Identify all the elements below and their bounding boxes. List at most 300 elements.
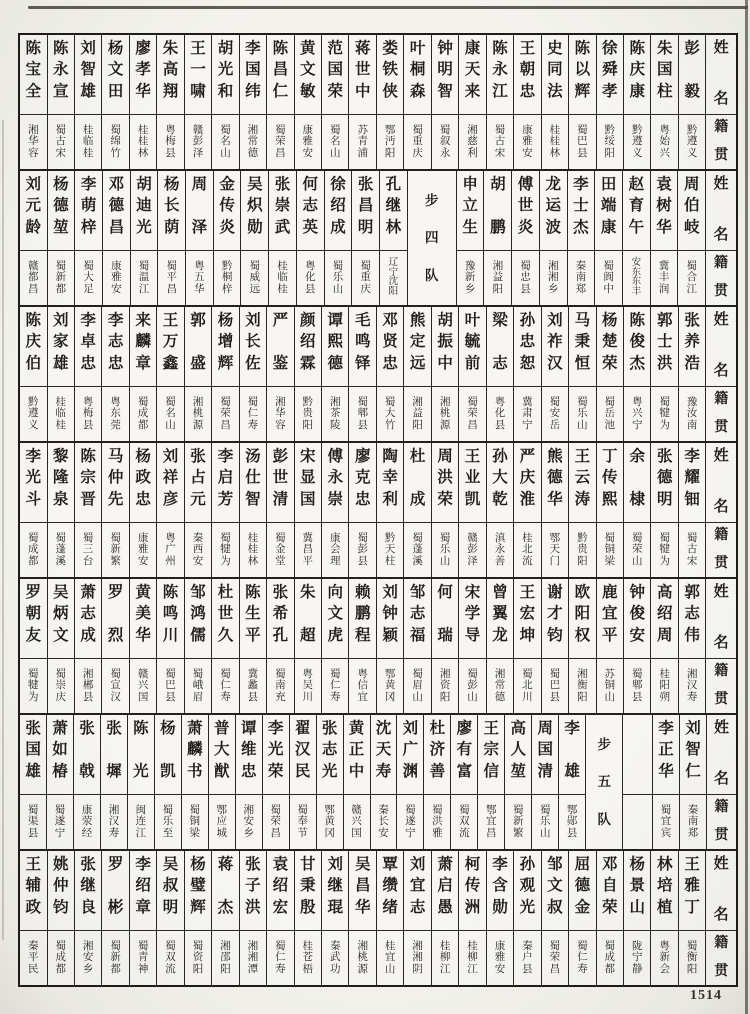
entry-cell bbox=[266, 851, 293, 985]
entry-name-section bbox=[624, 443, 650, 522]
entry-name: 胡 光 和 bbox=[217, 40, 234, 100]
entry-name-section bbox=[103, 171, 130, 250]
entry-place-section bbox=[487, 930, 513, 985]
entry-cell bbox=[20, 715, 46, 849]
entry-place: 蜀 衡 阳 bbox=[686, 941, 698, 975]
entry-cell bbox=[102, 171, 130, 305]
entry-name: 袁 树 华 bbox=[656, 176, 672, 236]
entry-name-section bbox=[514, 35, 540, 114]
entry-cell bbox=[456, 171, 484, 305]
entry-name: 刘 宜 志 bbox=[409, 856, 426, 916]
entry-name-section bbox=[317, 715, 343, 794]
entry-name-section bbox=[514, 443, 540, 522]
entry-place-section bbox=[295, 114, 321, 169]
entry-place-section bbox=[212, 114, 238, 169]
entry-place: 蜀 北 川 bbox=[522, 669, 533, 703]
entry-place-section bbox=[487, 114, 513, 169]
entry-place: 湘 邵 阳 bbox=[220, 941, 231, 975]
entry-place: 蜀 蓬 溪 bbox=[55, 533, 66, 567]
entry-name-section bbox=[295, 443, 321, 522]
entry-name: 吴 昌 华 bbox=[354, 856, 371, 916]
entry-name-section bbox=[240, 35, 266, 114]
entry-cell bbox=[511, 171, 539, 305]
entry-name: 熊 定 远 bbox=[409, 312, 426, 372]
entry-cell bbox=[596, 443, 623, 577]
entry-place: 湘 安 乡 bbox=[82, 941, 94, 975]
entry-place: 粤 兴 宁 bbox=[631, 397, 643, 431]
entry-name-section bbox=[130, 443, 156, 522]
entry-name-section bbox=[377, 35, 403, 114]
entry-place-section bbox=[130, 658, 156, 713]
entry-cell bbox=[294, 579, 321, 713]
entry-name-section bbox=[186, 171, 213, 250]
entry-name-section bbox=[349, 443, 375, 522]
entry-place-section bbox=[380, 250, 407, 305]
header-name-label: 姓 名 bbox=[713, 584, 729, 651]
entry-place-section bbox=[404, 522, 430, 577]
entry-place: 粤 东 莞 bbox=[110, 397, 121, 431]
entry-cell bbox=[596, 851, 623, 985]
entry-place: 桂 临 桂 bbox=[82, 125, 94, 159]
entry-cell bbox=[211, 307, 238, 441]
entry-name-section bbox=[624, 35, 650, 114]
entry-name: 王 雅 丁 bbox=[684, 856, 700, 916]
entry-name: 张 志 光 bbox=[321, 720, 338, 780]
entry-name-section bbox=[48, 851, 74, 930]
entry-place-section bbox=[424, 794, 450, 849]
entry-name: 黄 正 中 bbox=[348, 720, 365, 780]
entry-place: 蜀 仁 寿 bbox=[220, 669, 231, 703]
entry-name: 蒋 世 中 bbox=[354, 40, 371, 100]
entry-place-section bbox=[295, 658, 321, 713]
entry-cell bbox=[558, 715, 585, 849]
entry-place-section bbox=[559, 794, 585, 849]
header-place-section bbox=[706, 522, 736, 577]
entry-place: 蜀 成 都 bbox=[28, 533, 39, 567]
entry-place-section bbox=[569, 386, 595, 441]
entry-cell bbox=[486, 579, 513, 713]
entry-cell bbox=[486, 35, 513, 169]
entry-name: 汤 仕 智 bbox=[245, 448, 261, 508]
entry-name-section bbox=[182, 715, 208, 794]
entry-place: 蜀 仁 寿 bbox=[330, 669, 341, 703]
entry-place-section bbox=[597, 386, 623, 441]
entry-name: 杜 济 善 bbox=[429, 720, 446, 780]
entry-place-section bbox=[20, 114, 46, 169]
entry-place-section bbox=[349, 930, 375, 985]
entry-place: 蜀 奉 节 bbox=[297, 805, 308, 839]
entry-name-section bbox=[597, 579, 623, 658]
header-name-label: 姓 名 bbox=[713, 448, 729, 515]
entry-name-section bbox=[349, 35, 375, 114]
entry-name-section bbox=[451, 715, 477, 794]
entry-cell bbox=[321, 851, 348, 985]
entry-place: 蜀 名 山 bbox=[165, 397, 176, 431]
roster-band bbox=[20, 577, 736, 713]
entry-name-section bbox=[623, 171, 650, 250]
entry-name-section bbox=[569, 579, 595, 658]
entry-name-section bbox=[457, 171, 484, 250]
entry-place: 粤 始 兴 bbox=[659, 125, 670, 159]
entry-place: 蜀 仁 寿 bbox=[247, 397, 259, 431]
entry-place-section bbox=[157, 658, 183, 713]
header-name-label: 姓 名 bbox=[713, 720, 729, 787]
entry-name: 杨 楚 荣 bbox=[602, 312, 618, 372]
entry-place-section bbox=[377, 930, 403, 985]
entry-cell bbox=[294, 307, 321, 441]
entry-name-section bbox=[597, 443, 623, 522]
entry-name-section bbox=[240, 307, 266, 386]
entry-cell bbox=[370, 715, 397, 849]
entry-place-section bbox=[157, 930, 183, 985]
entry-place: 蜀 合 江 bbox=[686, 261, 697, 295]
entry-place-section bbox=[678, 250, 705, 305]
entry-place: 桂 阳 朔 bbox=[659, 669, 670, 703]
entry-place-section bbox=[240, 386, 266, 441]
entry-cell bbox=[239, 307, 266, 441]
entry-place-section bbox=[514, 930, 540, 985]
entry-place: 桂 桂 林 bbox=[247, 533, 259, 567]
entry-place: 蜀 成 都 bbox=[604, 941, 616, 975]
entry-cell bbox=[513, 443, 540, 577]
entry-cell bbox=[403, 307, 430, 441]
entry-name-section bbox=[487, 851, 513, 930]
entry-name-section bbox=[569, 443, 595, 522]
unit-label: 步 四 队 bbox=[424, 192, 439, 283]
entry-place: 湘 慈 利 bbox=[467, 125, 478, 159]
entry-name-section bbox=[290, 715, 316, 794]
entry-place: 蜀 威 远 bbox=[249, 261, 261, 295]
entry-place-section bbox=[349, 522, 375, 577]
entry-cell bbox=[678, 851, 705, 985]
entry-cell bbox=[74, 171, 102, 305]
entry-name-section bbox=[214, 171, 241, 250]
entry-name: 黄 文 敏 bbox=[300, 40, 316, 100]
entry-name: 胡 鹏 bbox=[490, 176, 506, 236]
entry-cell bbox=[431, 35, 458, 169]
entry-name: 陈 宗 晋 bbox=[80, 448, 96, 508]
entry-place: 冀 昌 平 bbox=[302, 533, 314, 567]
entry-place-section bbox=[322, 522, 348, 577]
entry-place: 蜀 仁 寿 bbox=[577, 941, 588, 975]
entry-cell bbox=[403, 579, 430, 713]
header-place-label: 籍 贯 bbox=[714, 120, 729, 163]
entry-place: 蜀 成 都 bbox=[137, 397, 149, 431]
entry-name-section bbox=[651, 307, 677, 386]
entry-place-section bbox=[624, 114, 650, 169]
entry-name: 张 墀 bbox=[106, 720, 122, 780]
entry-place-section bbox=[158, 250, 185, 305]
entry-name: 杨 璧 辉 bbox=[190, 856, 206, 916]
entry-place-section bbox=[102, 386, 128, 441]
entry-name: 周 伯 岐 bbox=[683, 176, 700, 236]
entry-name-section bbox=[377, 443, 403, 522]
entry-place: 蜀 南 充 bbox=[275, 669, 286, 703]
entry-name: 李 国 纬 bbox=[245, 40, 261, 100]
entry-name: 田 端 康 bbox=[600, 176, 617, 236]
entry-cell bbox=[268, 171, 296, 305]
entry-place: 陇 宁 静 bbox=[631, 941, 643, 975]
unit-label-cell bbox=[407, 171, 456, 305]
entry-place-section bbox=[651, 930, 677, 985]
entry-place: 蜀 资 阳 bbox=[192, 941, 204, 975]
entry-name: 王 云 涛 bbox=[574, 448, 591, 508]
header-place-label: 籍 贯 bbox=[714, 392, 729, 435]
entry-place-section bbox=[185, 522, 211, 577]
entry-place-section bbox=[377, 114, 403, 169]
entry-place-section bbox=[624, 386, 650, 441]
entry-place-section bbox=[505, 794, 531, 849]
entry-place-section bbox=[317, 794, 343, 849]
entry-name: 王 朝 忠 bbox=[519, 40, 536, 100]
entry-name: 康 天 来 bbox=[464, 40, 481, 100]
entry-place-section bbox=[130, 930, 156, 985]
entry-place-section bbox=[542, 658, 568, 713]
entry-name: 熊 德 华 bbox=[547, 448, 563, 508]
entry-place-section bbox=[322, 930, 348, 985]
entry-name: 甘 秉 殷 bbox=[300, 856, 316, 916]
entry-cell bbox=[211, 579, 238, 713]
entry-place-section bbox=[325, 250, 352, 305]
entry-cell bbox=[568, 579, 595, 713]
header-place-section bbox=[706, 250, 736, 305]
entry-name: 龙 运 波 bbox=[545, 176, 561, 236]
entry-place: 蜀 宣 汉 bbox=[110, 669, 121, 703]
entry-place-section bbox=[130, 114, 156, 169]
entry-cell bbox=[321, 35, 348, 169]
entry-place-section bbox=[240, 114, 266, 169]
entry-cell bbox=[156, 851, 183, 985]
entry-name-section bbox=[240, 443, 266, 522]
entry-name-section bbox=[487, 35, 513, 114]
entry-place: 蜀 彭 县 bbox=[357, 533, 368, 567]
entry-place-section bbox=[75, 522, 101, 577]
entry-place: 蜀 乐 至 bbox=[162, 805, 174, 839]
entry-place: 桂 桂 林 bbox=[137, 125, 149, 159]
entry-cell bbox=[211, 443, 238, 577]
entry-place: 蜀 渠 县 bbox=[27, 805, 39, 839]
unit-label: 步 五 队 bbox=[597, 736, 612, 827]
entry-name: 孔 继 林 bbox=[385, 176, 402, 236]
entry-place-section bbox=[185, 658, 211, 713]
entry-place-section bbox=[624, 522, 650, 577]
entry-name-section bbox=[130, 35, 156, 114]
entry-place-section bbox=[75, 250, 102, 305]
entry-place: 黔 贵 阳 bbox=[577, 533, 588, 567]
entry-name-section bbox=[131, 171, 158, 250]
entry-name: 徐 舜 孝 bbox=[602, 40, 618, 100]
entry-name: 高 人 堃 bbox=[510, 720, 526, 780]
entry-name-section bbox=[371, 715, 397, 794]
entry-name: 杨 增 辉 bbox=[217, 312, 234, 372]
entry-name-section bbox=[267, 443, 293, 522]
entry-name-section bbox=[514, 851, 540, 930]
entry-name-section bbox=[20, 307, 46, 386]
empty-name-section bbox=[623, 715, 652, 794]
entry-place-section bbox=[240, 658, 266, 713]
entry-cell bbox=[450, 715, 477, 849]
entry-place: 黔 遵 义 bbox=[686, 125, 698, 159]
entry-name-section bbox=[240, 851, 266, 930]
entry-name-section bbox=[404, 35, 430, 114]
entry-place: 秦 南 郑 bbox=[575, 261, 587, 295]
entry-cell bbox=[130, 171, 158, 305]
entry-name: 叶 毓 前 bbox=[464, 312, 481, 372]
entry-name: 刘 智 雄 bbox=[80, 40, 96, 100]
entry-place-section bbox=[569, 930, 595, 985]
entry-place: 鄂 沔 阳 bbox=[384, 125, 396, 159]
entry-cell bbox=[74, 35, 101, 169]
entry-cell bbox=[622, 171, 650, 305]
entry-place-section bbox=[597, 114, 623, 169]
entry-name: 屈 德 金 bbox=[574, 856, 591, 916]
entry-name: 李 萌 梓 bbox=[80, 176, 97, 236]
entry-name: 申 立 生 bbox=[462, 176, 478, 236]
entry-cell bbox=[431, 851, 458, 985]
entry-cell bbox=[513, 307, 540, 441]
entry-cell bbox=[239, 35, 266, 169]
entry-place-section bbox=[432, 930, 458, 985]
entry-name: 杨 德 堃 bbox=[53, 176, 69, 236]
entry-name-section bbox=[597, 35, 623, 114]
entry-place-section bbox=[75, 386, 101, 441]
unit-label-cell bbox=[585, 715, 622, 849]
entry-name-section bbox=[459, 35, 485, 114]
entry-place: 蜀 重 庆 bbox=[412, 125, 423, 159]
entry-place: 湘 桃 源 bbox=[439, 397, 451, 431]
entry-place-section bbox=[432, 114, 458, 169]
entry-cell bbox=[266, 35, 293, 169]
entry-cell bbox=[458, 307, 485, 441]
entry-cell bbox=[129, 443, 156, 577]
entry-place-section bbox=[267, 658, 293, 713]
entry-place: 湘 茶 陵 bbox=[330, 397, 341, 431]
entry-place: 蜀 峨 眉 bbox=[192, 669, 204, 703]
entry-place-section bbox=[240, 522, 266, 577]
entry-place: 蜀 犍 为 bbox=[28, 669, 39, 703]
entry-place: 蜀 新 都 bbox=[110, 941, 121, 975]
entry-name: 钟 俊 安 bbox=[629, 584, 645, 644]
entry-name-section bbox=[157, 579, 183, 658]
entry-name: 邹 文 叔 bbox=[547, 856, 563, 916]
entry-name-section bbox=[212, 851, 238, 930]
entry-cell bbox=[74, 579, 101, 713]
entry-name-section bbox=[322, 307, 348, 386]
entry-cell bbox=[157, 171, 185, 305]
entry-cell bbox=[20, 851, 46, 985]
entry-name: 张 占 元 bbox=[190, 448, 206, 508]
entry-name-section bbox=[459, 443, 485, 522]
entry-place-section bbox=[478, 794, 504, 849]
entry-place-section bbox=[48, 658, 74, 713]
entry-cell bbox=[486, 443, 513, 577]
entry-place: 湘 湘 阴 bbox=[412, 941, 423, 975]
entry-name: 林 培 植 bbox=[656, 856, 673, 916]
entry-place-section bbox=[75, 114, 101, 169]
entry-place-section bbox=[679, 114, 705, 169]
entry-cell bbox=[240, 171, 268, 305]
entry-cell bbox=[396, 715, 423, 849]
entry-place: 康 雅 安 bbox=[111, 261, 122, 295]
entry-place: 蜀 铜 梁 bbox=[189, 805, 201, 839]
entry-place: 蜀 成 都 bbox=[55, 941, 66, 975]
roster-band bbox=[20, 169, 736, 305]
entry-place: 豫 汝 南 bbox=[686, 397, 698, 431]
entry-place: 辽 宁 沈 阳 bbox=[388, 258, 399, 297]
column-header-cell bbox=[705, 851, 736, 985]
entry-cell bbox=[679, 715, 706, 849]
entry-cell bbox=[567, 171, 595, 305]
entry-name-section bbox=[20, 715, 46, 794]
entry-name-section bbox=[185, 851, 211, 930]
entry-place-section bbox=[532, 794, 558, 849]
entry-name-section bbox=[624, 307, 650, 386]
entry-name: 来 麟 章 bbox=[135, 312, 151, 372]
entry-name: 宋 显 国 bbox=[300, 448, 316, 508]
entry-place-section bbox=[241, 250, 268, 305]
entry-cell bbox=[184, 307, 211, 441]
scan-artifact-top-line bbox=[28, 6, 748, 9]
entry-name-section bbox=[267, 307, 293, 386]
entry-place-section bbox=[20, 522, 46, 577]
entry-place-section bbox=[404, 930, 430, 985]
entry-name-section bbox=[322, 851, 348, 930]
entry-cell bbox=[678, 579, 705, 713]
entry-place: 豫 新 乡 bbox=[464, 261, 476, 295]
header-place-section bbox=[707, 794, 736, 849]
entry-name: 严 鉴 bbox=[272, 312, 289, 372]
entry-name: 刘 继 琨 bbox=[327, 856, 344, 916]
entry-place: 桂 临 桂 bbox=[55, 397, 66, 431]
entry-place-section bbox=[267, 930, 293, 985]
entry-name-section bbox=[212, 443, 238, 522]
entry-cell bbox=[129, 851, 156, 985]
entry-name-section bbox=[20, 171, 47, 250]
entry-place: 鄂 宜 昌 bbox=[486, 805, 497, 839]
entry-name: 王 辅 政 bbox=[25, 856, 42, 916]
header-place-section bbox=[706, 930, 736, 985]
entry-name-section bbox=[20, 851, 46, 930]
entry-place-section bbox=[297, 250, 324, 305]
entry-name-section bbox=[540, 171, 567, 250]
entry-place: 康 雅 安 bbox=[522, 125, 533, 159]
entry-place-section bbox=[377, 658, 403, 713]
entry-name-section bbox=[651, 443, 677, 522]
entry-place-section bbox=[651, 658, 677, 713]
entry-name: 马 秉 恒 bbox=[574, 312, 591, 372]
entry-name-section bbox=[597, 307, 623, 386]
entry-cell bbox=[677, 171, 705, 305]
entry-place: 蜀 洪 雅 bbox=[432, 805, 443, 839]
entry-place: 蜀 荣 昌 bbox=[275, 125, 286, 159]
entry-name-section bbox=[128, 715, 154, 794]
entry-name-section bbox=[349, 851, 375, 930]
entry-cell bbox=[513, 851, 540, 985]
entry-place-section bbox=[371, 794, 397, 849]
header-name-section bbox=[706, 443, 736, 522]
entry-name: 陈 昌 仁 bbox=[272, 40, 289, 100]
entry-place: 黔 贵 阳 bbox=[302, 397, 314, 431]
entry-place: 蜀 崇 庆 bbox=[55, 669, 66, 703]
entry-cell bbox=[47, 171, 75, 305]
entry-place-section bbox=[185, 386, 211, 441]
entry-name: 覃 缵 绪 bbox=[382, 856, 398, 916]
column-header-cell bbox=[705, 443, 736, 577]
entry-place-section bbox=[212, 386, 238, 441]
entry-name: 彭 毅 bbox=[684, 40, 700, 100]
entry-cell bbox=[568, 851, 595, 985]
entry-name: 李 耀 钿 bbox=[684, 448, 700, 508]
